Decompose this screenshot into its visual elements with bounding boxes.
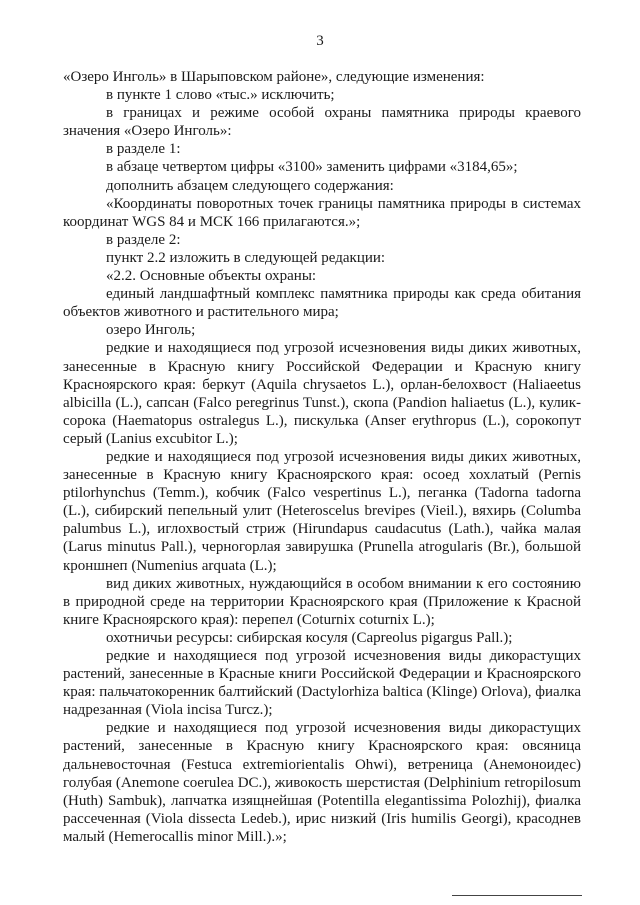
paragraph: редкие и находящиеся под угрозой исчезновения виды диких животных, занесенные в Красную книгу Российской Федерации и Красную книгу Красноярского края: беркут (Aquila chrysaetos L.), орлан-белохвост (Haliaeetus albicilla (L.), сапсан (Falco peregrinus Tunst.), скопа (Pandion haliaetus (L.), кулик-сорока (Haematopus ostralegus L.), пискулька (Anser erythropus (L.), сорокопут серый (Lanius excubitor L.);	[63, 340, 581, 447]
page-number: 3	[316, 33, 324, 49]
paragraph: «Озеро Инголь» в Шарыповском районе», следующие изменения:	[63, 69, 485, 85]
paragraph: «Координаты поворотных точек границы памятника природы в системах координат WGS 84 и МСК 166 прилагаются.»;	[63, 195, 581, 230]
paragraph: редкие и находящиеся под угрозой исчезновения виды диких животных, занесенные в Красную книгу Красноярского края: осоед хохлатый (Pernis ptilorhynchus (Temm.), кобчик (Falco vespertinus L.), пеганка (Tadorna tadorna (L.), сибирский пепельный улит (Heteroscelus brevipes (Vieil.), вяхирь (Columba palumbus L.), иглохвостый стриж (Hirundapus caudacutus (Lath.), чайка малая (Larus minutus Pall.), черногорлая завирушка (Prunella atrogularis (Br.), большой кроншнеп (Numenius arquata (L.);	[63, 448, 581, 574]
paragraph: в границах и режиме особой охраны памятника природы краевого значения «Озеро Инголь»:	[63, 105, 581, 140]
paragraph: дополнить абзацем следующего содержания:	[106, 177, 394, 194]
paragraph: «2.2. Основные объекты охраны:	[106, 268, 317, 285]
paragraph: единый ландшафтный комплекс памятника природы как среда обитания объектов животного и растительного мира;	[63, 286, 581, 321]
paragraph: озеро Инголь;	[106, 322, 196, 339]
paragraph: в абзаце четвертом цифры «3100» заменить цифрами «3184,65»;	[106, 159, 518, 176]
document-body	[63, 68, 581, 846]
paragraph: охотничьи ресурсы: сибирская косуля (Capreolus pigargus Pall.);	[106, 629, 513, 646]
paragraph: вид диких животных, нуждающийся в особом внимании к его состоянию в природной среде на территории Красноярского края (Приложение к Красной книге Красноярского края): перепел (Coturnix coturnix L.);	[63, 575, 581, 628]
paragraph: в разделе 2:	[106, 231, 181, 248]
paragraph: редкие и находящиеся под угрозой исчезновения виды дикорастущих растений, занесенные в Красные книги Российской Федерации и Красноярского края: пальчатокоренник балтийский (Dactylorhiza baltica (Klinge) Orlova), фиалка надрезанная (Viola incisa Turcz.);	[63, 648, 581, 719]
paragraph: в пункте 1 слово «тыс.» исключить;	[106, 87, 335, 104]
footer-divider	[452, 895, 582, 896]
paragraph: пункт 2.2 изложить в следующей редакции:	[106, 249, 386, 266]
paragraph: в разделе 1:	[106, 141, 181, 158]
paragraph: редкие и находящиеся под угрозой исчезновения виды дикорастущих растений, занесенные в Красную книгу Красноярского края: овсяница дальневосточная (Festuca extremiorientalis Ohwi), ветреница (Анемоноидес) голубая (Anemone coerulea DC.), живокость шерстистая (Delphinium retropilosum (Huth) Sambuk), лапчатка изящнейшая (Potentilla elegantissima Polozhij), фиалка рассеченная (Viola dissecta Ledeb.), ирис низкий (Iris humilis Georgi), красоднев малый (Hemerocallis minor Mill.).»;	[63, 720, 581, 845]
